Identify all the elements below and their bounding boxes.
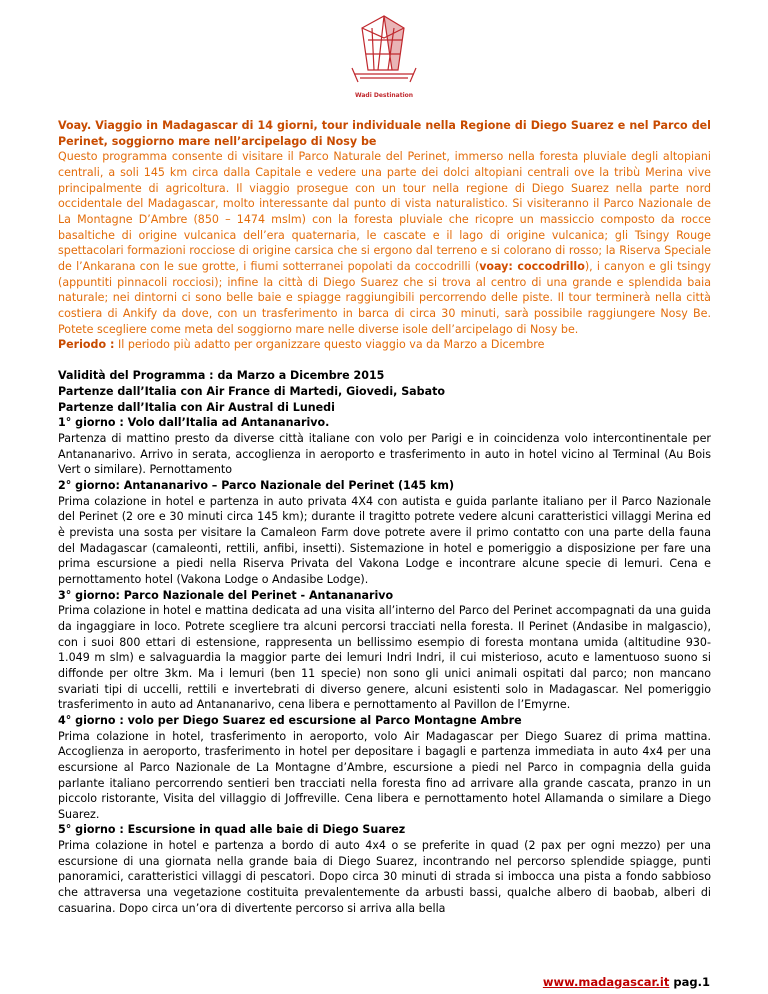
day-5-text: Prima colazione in hotel e partenza a bordo di auto 4x4 o se preferite in quad (2 pax per ogni mezzo) per una escursione di una giornata nella grande baia di Diego Suarez, incontrando nel percorso splendide spiagge, punti panoramici, caratteristici villaggi di pescatori. Dopo circa 30 minuti di strada si imbocca una pista a fondo sabbioso che attraversa una vegetazione costituita prevalentemente da arbusti bassi, qualche albero di baobab, alberi di casuarina. Dopo circa un’ora di divertente percorso si arriva alla bella — [58, 839, 711, 915]
intro-bold-term: voay: coccodrillo — [479, 259, 585, 273]
logo-text: Wadi Destination — [354, 92, 414, 99]
page-number: pag.1 — [673, 975, 710, 989]
day-1-text: Partenza di mattino presto da diverse città italiane con volo per Parigi e in coincidenza volo intercontinentale per Antananarivo. Arrivo in serata, accoglienza in aeroporto e trasferimento in auto in hotel vicino al Terminal (Au Bois Vert o similare). Pernottamento — [58, 432, 711, 477]
day-3-title: 3° giorno: Parco Nazionale del Perinet - Antananarivo — [58, 588, 394, 602]
document-body — [58, 118, 711, 916]
sailboat-icon — [332, 8, 436, 92]
day-5-title: 5° giorno : Escursione in quad alle baie di Diego Suarez — [58, 823, 406, 837]
page-footer — [543, 975, 710, 989]
periodo-label: Periodo : — [58, 338, 115, 352]
intro-paragraph — [58, 149, 711, 337]
website-link[interactable]: www.madagascar.it — [542, 975, 670, 989]
periodo-text: Il periodo più adatto per organizzare questo viaggio va da Marzo a Dicembre — [114, 338, 545, 352]
wadi-destination-logo — [332, 8, 436, 100]
intro-text-2: ), i canyon e gli tsingy (appuntiti pinnacoli rocciosi); infine la città di Diego Suarez che si trova al centro di una grande e splendida baia naturale; nei dintorni ci sono belle baie e spiagge raggiungibili percorrendo delle piste. Il tour terminerà nella città costiera di Ankify da dove, con un trasferimento in barca di circa 30 minuti, sarà possibile raggiungere Nosy Be. Potete scegliere come meta del soggiorno mare nelle diverse isole dell’arcipelago di Nosy be. — [58, 259, 711, 336]
day-4-title: 4° giorno : volo per Diego Suarez ed escursione al Parco Montagne Ambre — [58, 713, 522, 727]
periodo-line — [58, 337, 711, 353]
validita-line: Validità del Programma : da Marzo a Dicembre 2015 — [58, 369, 385, 383]
intro-text-1: Questo programma consente di visitare il Parco Naturale del Perinet, immerso nella foresta pluviale degli altopiani centrali, a soli 145 km circa dalla Capitale e vedere una parte dei dolci altopiani centrali ove la tribù Merina vive principalmente di agricoltura. Il viaggio prosegue con un tour nella regione di Diego Suarez nella parte nord occidentale del Madagascar, molto interessante dal punto di vista naturalistico. Si visiteranno il Parco Nazionale de La Montagne D’Ambre (850 – 1474 mslm) con la foresta pluviale che ricopre un massiccio composto da rocce basaltiche di origine vulcanica dell’era quaternaria, le cascate e il lago di origine vulcanica; gli Tsingy Rouge spettacolari formazioni rocciose di origine carsica che si ergono dal terreno e si colorano di rosso; la Riserva Speciale de l’Ankarana con le sue grotte, i fiumi sotterranei popolati da coccodrilli ( — [58, 150, 711, 273]
day-1-title: 1° giorno : Volo dall’Italia ad Antananarivo. — [58, 416, 330, 430]
day-4-text: Prima colazione in hotel, trasferimento in aeroporto, volo Air Madagascar per Diego Suarez di prima mattina. Accoglienza in aeroporto, trasferimento in hotel per depositare i bagagli e partenza immediata in auto 4x4 per una escursione al Parco Nazionale de La Montagne d’Ambre, escursione a piedi nel Parco in compagnia della guida parlante italiano percorrendo sentieri ben tracciati nella foresta fino ad arrivare alla grande cascata, pranzo in un piccolo ristorante, Visita del villaggio di Joffreville. Cena libera e pernottamento hotel Allamanda o similare a Diego Suarez. — [58, 729, 711, 821]
day-2-text: Prima colazione in hotel e partenza in auto privata 4X4 con autista e guida parlante italiano per il Parco Nazionale del Perinet (2 ore e 30 minuti circa 145 km); durante il tragitto potrete vedere alcuni caratteristici villaggi Merina ed è prevista una sosta per visitare la Camaleon Farm dove potrete avere il primo contatto con una parte della fauna del Madagascar (camaleonti, rettili, anfibi, insetti). Sistemazione in hotel e pomeriggio a disposizione per fare una prima escursione a piedi nella Riserva Privata del Vakona Lodge e incontrare alcune specie di lemuri. Cena e pernottamento hotel (Vakona Lodge o Andasibe Lodge). — [58, 494, 711, 586]
intro-section — [58, 118, 711, 353]
day-2-title: 2° giorno: Antananarivo – Parco Nazionale del Perinet (145 km) — [58, 479, 455, 493]
partenze-air-france: Partenze dall’Italia con Air France di Martedi, Giovedi, Sabato — [58, 385, 446, 399]
day-3-text: Prima colazione in hotel e mattina dedicata ad una visita all’interno del Parco del Perinet accompagnati da una guida da ingaggiare in loco. Potrete scegliere tra alcuni percorsi tracciati nella foresta. Il Perinet (Andasibe in malgascio), con i suoi 800 ettari di estensione, rappresenta un bellissimo esempio di foresta montana umida (altitudine 930-1.049 m slm) e salvaguardia la maggior parte dei lemuri Indri Indri, il cui misterioso, acuto e lamentuoso suono si diffonde per oltre 3km. Ma i lemuri (ben 11 specie) non sono gli unici animali ospitati dal parco; non mancano svariati tipi di uccelli, rettili e invertebrati di diverso genere, alcuni esistenti solo in Madagascar. Nel pomeriggio trasferimento in auto ad Antananarivo, cena libera e pernottamento al Pavillon de l’Emyrne. — [58, 604, 711, 712]
trip-title: Voay. Viaggio in Madagascar di 14 giorni, tour individuale nella Regione di Diego Suarez e nel Parco del Perinet, soggiorno mare nell’arcipelago di Nosy be — [58, 119, 711, 148]
partenze-air-austral: Partenze dall’Italia con Air Austral di Lunedi — [58, 400, 335, 414]
